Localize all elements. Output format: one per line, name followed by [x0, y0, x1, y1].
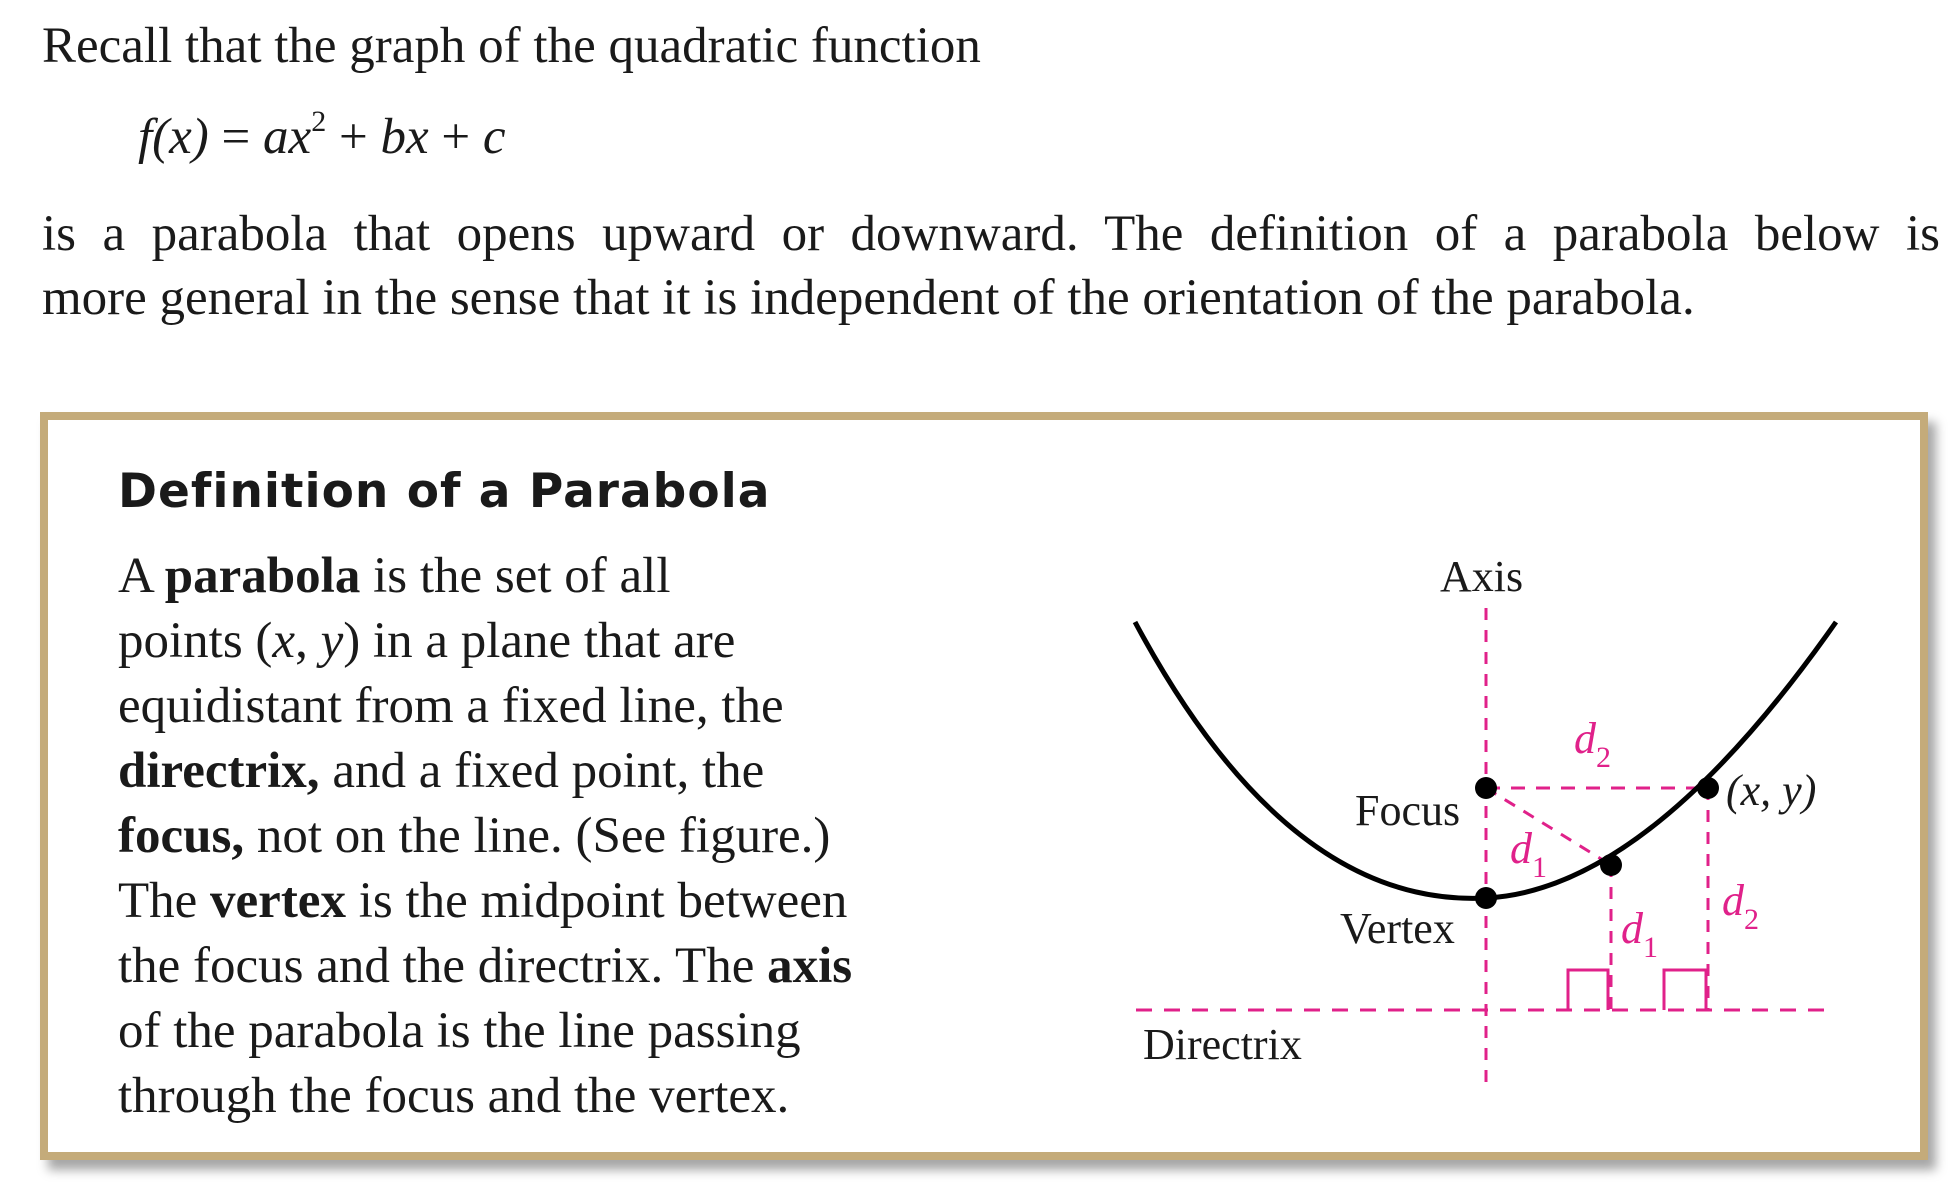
point-xy-label: (x, y)	[1726, 766, 1817, 815]
point-xy	[1697, 777, 1719, 799]
text-run: is the set of all	[360, 548, 671, 604]
text-run: equidistant from a fixed line, the	[118, 678, 784, 734]
d-letter: d	[1510, 824, 1532, 873]
point-on-parabola	[1600, 854, 1622, 876]
formula-exponent: 2	[311, 105, 327, 138]
text-run: The	[118, 873, 211, 929]
text-run: and a fixed point, the	[319, 743, 765, 799]
d1-label-vertical	[1621, 904, 1658, 964]
text-run: through the focus and the vertex.	[118, 1068, 790, 1124]
focus-label: Focus	[1355, 786, 1461, 835]
intro-paragraph-2	[42, 202, 1940, 330]
d2-label-top	[1574, 714, 1611, 774]
d-letter: d	[1621, 904, 1643, 953]
term-focus: focus,	[118, 808, 245, 864]
formula-term-c: c	[482, 109, 506, 165]
d-subscript: 2	[1744, 903, 1759, 936]
intro-line-1: Recall that the graph of the quadratic function	[42, 18, 981, 74]
d1-label-diagonal	[1510, 824, 1547, 884]
formula-plus-2: +	[441, 109, 471, 165]
var-y: y	[320, 613, 344, 669]
right-angle-marker-1	[1568, 970, 1608, 1010]
text-run: ) in a plane that are	[343, 613, 736, 669]
d-subscript: 2	[1596, 741, 1611, 774]
formula-equals: =	[221, 109, 251, 165]
vertex-label: Vertex	[1340, 904, 1455, 953]
focus-point	[1475, 777, 1497, 799]
text-run: not on the line. (See figure.)	[244, 808, 831, 864]
directrix-label: Directrix	[1143, 1020, 1302, 1069]
axis-label: Axis	[1440, 552, 1524, 601]
formula-lhs: f(x)	[138, 109, 209, 165]
intro-line-3: more general in the sense that it is independent of the orientation of the parabola.	[42, 270, 1695, 326]
text-run: A	[118, 548, 165, 604]
term-axis: axis	[767, 938, 853, 994]
d-subscript: 1	[1532, 851, 1547, 884]
intro-line-2: is a parabola that opens upward or downward. The definition of a parabola below is	[42, 206, 1940, 262]
formula-plus-1: +	[338, 109, 368, 165]
d-letter: d	[1574, 714, 1596, 763]
var-x: x	[272, 613, 296, 669]
formula-term-bx: bx	[380, 109, 429, 165]
d-subscript: 1	[1643, 931, 1658, 964]
term-vertex: vertex	[210, 873, 346, 929]
term-parabola: parabola	[164, 548, 361, 604]
d-letter: d	[1722, 876, 1744, 925]
intro-paragraph	[42, 14, 1942, 78]
right-angle-marker-2	[1664, 970, 1706, 1010]
quadratic-formula	[138, 105, 506, 166]
text-run: of the parabola is the line passing	[118, 1003, 801, 1059]
d1-diagonal-line	[1486, 788, 1611, 865]
text-run: points (	[118, 613, 273, 669]
term-directrix: directrix,	[118, 743, 320, 799]
formula-term-ax: ax	[263, 109, 312, 165]
d2-label-right	[1722, 876, 1759, 936]
definition-box	[40, 412, 1928, 1160]
text-run: is the midpoint between	[345, 873, 848, 929]
parabola-figure	[48, 420, 1920, 1152]
vertex-point	[1475, 887, 1497, 909]
text-run: ,	[295, 613, 321, 669]
text-run: the focus and the directrix. The	[118, 938, 768, 994]
definition-title: Definition of a Parabola	[118, 464, 771, 519]
